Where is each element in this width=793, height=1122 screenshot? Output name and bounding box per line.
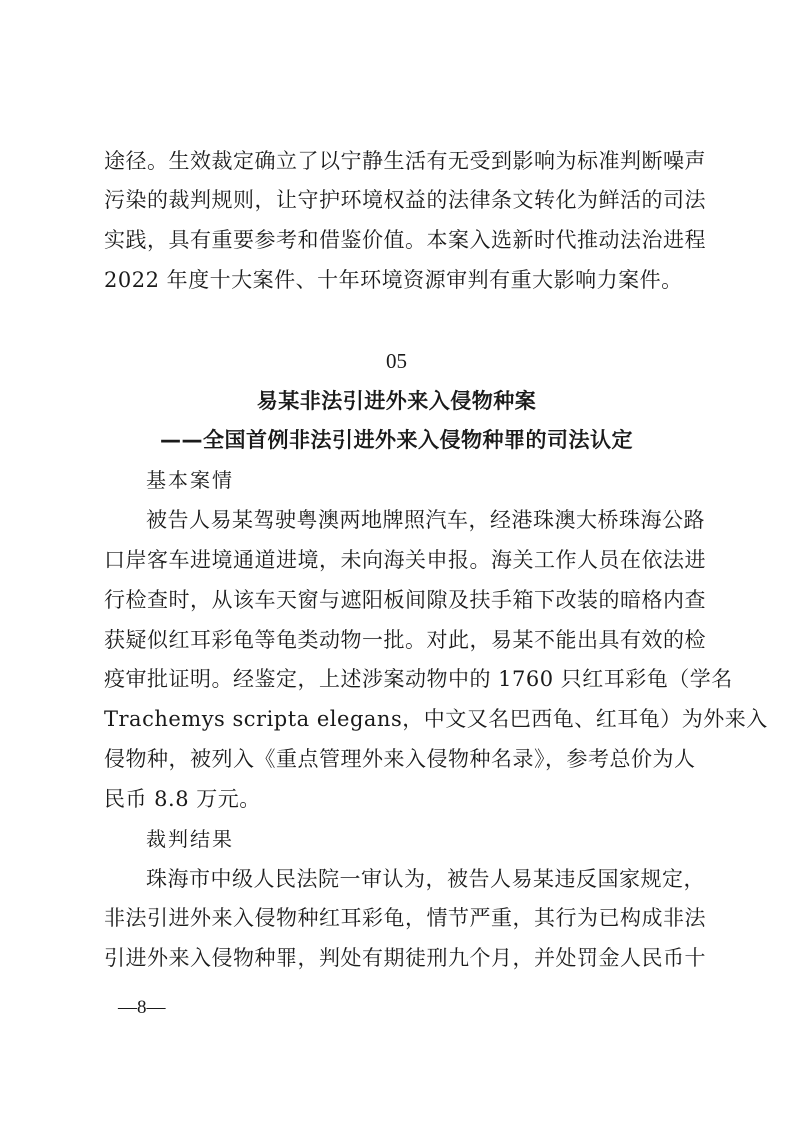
intro-line: 2022 年度十大案件、十年环境资源审判有重大影响力案件。 xyxy=(104,268,683,292)
intro-line: 实践，具有重要参考和借鉴价值。本案入选新时代推动法治进程 xyxy=(104,228,706,252)
facts-line: 获疑似红耳彩龟等龟类动物一批。对此，易某不能出具有效的检 xyxy=(104,628,706,652)
page-number: —8— xyxy=(118,997,166,1018)
facts-line: Trachemys scripta elegans，中文又名巴西龟、红耳龟）为外来入 xyxy=(104,707,768,731)
facts-line: 侵物种，被列入《重点管理外来入侵物种名录》，参考总价为人 xyxy=(104,747,696,771)
case-title: 易某非法引进外来入侵物种案 xyxy=(256,389,537,413)
intro-line: 途径。生效裁定确立了以宁静生活有无受到影响为标准判断噪声 xyxy=(104,149,706,173)
result-line: 非法引进外来入侵物种红耳彩龟，情节严重，其行为已构成非法 xyxy=(104,906,706,930)
facts-line: 民币 8.8 万元。 xyxy=(104,787,261,811)
case-subtitle: ——全国首例非法引进外来入侵物种罪的司法认定 xyxy=(160,428,633,452)
result-line: 珠海市中级人民法院一审认为，被告人易某违反国家规定， xyxy=(146,867,705,891)
intro-line: 污染的裁判规则，让守护环境权益的法律条文转化为鲜活的司法 xyxy=(104,188,706,212)
facts-line: 被告人易某驾驶粤澳两地牌照汽车，经港珠澳大桥珠海公路 xyxy=(146,508,705,532)
facts-line: 疫审批证明。经鉴定，上述涉案动物中的 1760 只红耳彩龟（学名 xyxy=(104,667,733,691)
facts-line: 口岸客车进境通道进境，未向海关申报。海关工作人员在依法进 xyxy=(104,548,706,572)
result-heading: 裁判结果 xyxy=(146,827,234,851)
result-line: 引进外来入侵物种罪，判处有期徒刑九个月，并处罚金人民币十 xyxy=(104,946,706,970)
facts-heading: 基本案情 xyxy=(146,468,234,492)
case-number: 05 xyxy=(386,349,407,373)
facts-line: 行检查时，从该车天窗与遮阳板间隙及扶手箱下改装的暗格内查 xyxy=(104,588,706,612)
